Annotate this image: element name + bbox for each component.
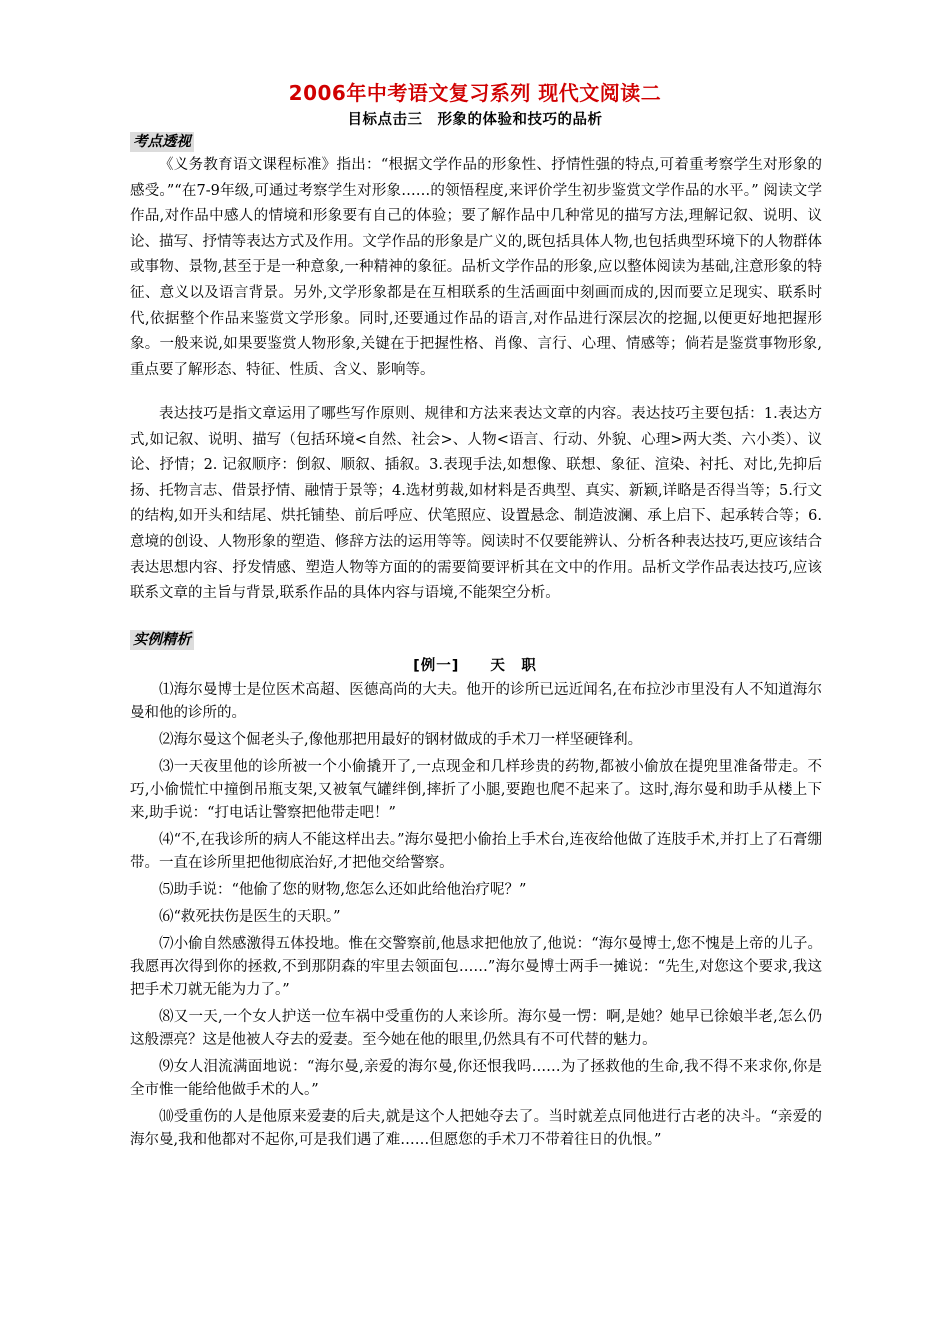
story-paragraph: ⑶一天夜里他的诊所被一个小偷撬开了,一点现金和几样珍贵的药物,都被小偷放在提兜里准备带走。不巧,小偷慌忙中撞倒吊瓶支架,又被氧气罐绊倒,摔折了小腿,要跑也爬不起来了。这时,海尔曼和助手从楼上下来,助手说：“打电话让警察把他带走吧！” [130, 759, 822, 821]
story-body [130, 679, 822, 1156]
story-paragraph: ⑽受重伤的人是他原来爱妻的后夫,就是这个人把她夺去了。当时就差点同他进行古老的决斗。“亲爱的海尔曼,我和他都对不起你,可是我们遇了难……但愿您的手术刀不带着往日的仇恨。” [130, 1109, 822, 1148]
story-paragraph: ⑼女人泪流满面地说：“海尔曼,亲爱的海尔曼,你还恨我吗……为了拯救他的生命,我不得不来求你,你是全市惟一能给他做手术的人。” [130, 1059, 822, 1098]
section-heading-kaodian: 考点透视 [130, 132, 194, 152]
story-paragraph: ⑹“救死扶伤是医生的天职。” [159, 909, 341, 925]
story-paragraph: ⑻又一天,一个女人护送一位车祸中受重伤的人来诊所。海尔曼一愣：啊,是她？她早已徐娘半老,怎么仍这般漂亮？这是他被人夺去的爱妻。至今她在他的眼里,仍然具有不可代替的魅力。 [130, 1009, 822, 1048]
example-title: [例一] 天 职 [413, 658, 537, 674]
story-paragraph: ⑸助手说：“他偷了您的财物,您怎么还如此给他治疗呢？” [159, 882, 527, 898]
page-subtitle: 目标点击三 形象的体验和技巧的品析 [347, 112, 603, 128]
page-title: 2006年中考语文复习系列 现代文阅读二 [288, 81, 662, 105]
paragraph-curriculum: 《义务教育语文课程标准》指出：“根据文学作品的形象性、抒情性强的特点,可着重考察学生对形象的感受。”“在7-9年级,可通过考察学生对形象……的领悟程度,来评价学生初步鉴赏文学作品的水平。” 阅读文学作品,对作品中感人的情境和形象要有自己的体验；要了解作品中几种常见的描写方法,理解记叙、说明、议论、描写、抒情等表达方式及作用。文学作品的形象是广义的,既包括具体人物,也包括典型环境下的人物群体或事物、景物,甚至于是一种意象,一种精神的象征。品析文学作品的形象,应以整体阅读为基础,注意形象的特征、意义以及语言背景。另外,文学形象都是在互相联系的生活画面中刻画而成的,因而要立足现实、联系时代,依据整个作品来鉴赏文学形象。同时,还要通过作品的语言,对作品进行深层次的挖掘,以便更好地把握形象。一般来说,如果要鉴赏人物形象,关键在于把握性格、肖像、言行、心理、情感等；倘若是鉴赏事物形象,重点要了解形态、特征、性质、含义、影响等。 [130, 157, 822, 378]
story-paragraph: ⑵海尔曼这个倔老头子,像他那把用最好的钢材做成的手术刀一样坚硬锋利。 [159, 732, 643, 748]
story-paragraph: ⑺小偷自然感激得五体投地。惟在交警察前,他恳求把他放了,他说：“海尔曼博士,您不愧是上帝的儿子。我愿再次得到你的拯救,不到那阴森的牢里去领面包……”海尔曼博士两手一摊说：“先生,对您这个要求,我这把手术刀就无能为力了。” [130, 936, 822, 998]
section-heading-shili: 实例精析 [130, 630, 194, 650]
story-paragraph: ⑷“不,在我诊所的病人不能这样出去。”海尔曼把小偷抬上手术台,连夜给他做了连肢手术,并打上了石膏绷带。一直在诊所里把他彻底治好,才把他交给警察。 [130, 832, 822, 871]
paragraph-techniques: 表达技巧是指文章运用了哪些写作原则、规律和方法来表达文章的内容。表达技巧主要包括：1.表达方式,如记叙、说明、描写（包括环境<自然、社会>、人物<语言、行动、外貌、心理>两大类、六小类）、议论、抒情；2. 记叙顺序：倒叙、顺叙、插叙。3.表现手法,如想像、联想、象征、渲染、衬托、对比,先抑后扬、托物言志、借景抒情、融情于景等；4.选材剪裁,如材料是否典型、真实、新颖,详略是否得当等；5.行文的结构,如开头和结尾、烘托铺垫、前后呼应、伏笔照应、设置悬念、制造波澜、承上启下、起承转合等；6.意境的创设、人物形象的塑造、修辞方法的运用等等。阅读时不仅要能辨认、分析各种表达技巧,更应该结合表达思想内容、抒发情感、塑造人物等方面的的需要简要评析其在文中的作用。品析文学作品表达技巧,应该联系文章的主旨与背景,联系作品的具体内容与语境,不能架空分析。 [130, 406, 822, 602]
story-paragraph: ⑴海尔曼博士是位医术高超、医德高尚的大夫。他开的诊所已远近闻名,在布拉沙市里没有人不知道海尔曼和他的诊所的。 [130, 682, 822, 721]
